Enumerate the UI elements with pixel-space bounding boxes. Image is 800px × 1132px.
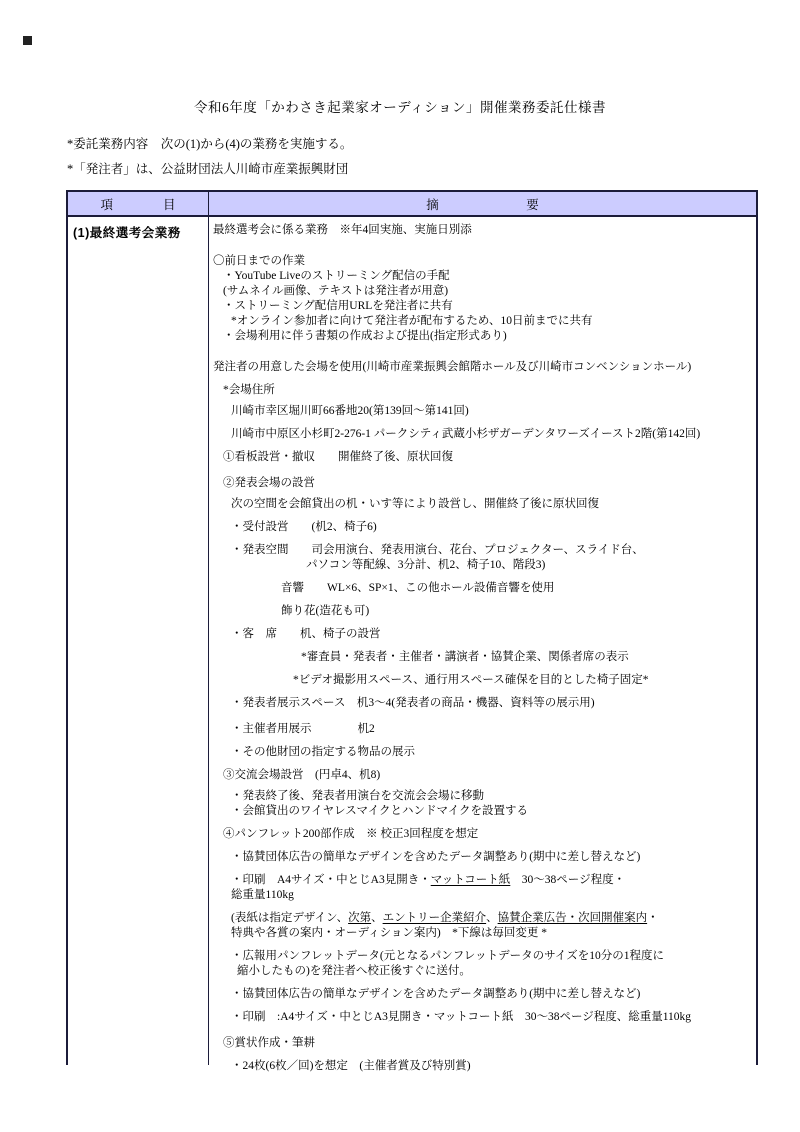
spec-line: ・主催者用展示 机2 — [231, 723, 375, 735]
spec-line: ⑤賞状作成・筆耕 — [223, 1037, 315, 1049]
spec-line: ・受付設営 (机2、椅子6) — [231, 521, 377, 533]
spec-line: ②発表会場の設営 — [223, 477, 315, 489]
spec-line: ・広報用パンフレットデータ(元となるパンフレットデータのサイズを10分の1程度に — [231, 950, 665, 962]
spec-line: 最終選考会に係る業務 ※年4回実施、実施日別添 — [213, 224, 472, 236]
spec-line: ・YouTube Liveのストリーミング配信の手配 — [223, 270, 450, 282]
spec-line: *審査員・発表者・主催者・講演者・協賛企業、関係者席の表示 — [301, 651, 629, 663]
spec-line: *ビデオ撮影用スペース、通行用スペース確保を目的とした椅子固定* — [293, 674, 649, 686]
spec-line: 音響 WL×6、SP×1、この他ホール設備音響を使用 — [281, 582, 555, 594]
doc-notes — [67, 136, 352, 177]
spec-line: パソコン等配線、3分計、机2、椅子10、階段3) — [306, 559, 546, 571]
spec-line: 総重量110kg — [231, 889, 294, 901]
spec-line: ・協賛団体広告の簡単なデザインを含めたデータ調整あり(期中に差し替えなど) — [231, 851, 641, 863]
spec-line: 川崎市中原区小杉町2-276-1 パークシティ武蔵小杉ザガーデンタワーズイースト2階(第142回) — [231, 428, 701, 440]
note-commission-content: *委託業務内容 次の(1)から(4)の業務を実施する。 — [67, 137, 353, 151]
item-cell-label: (1)最終選考会業務 — [73, 226, 181, 240]
spec-table — [66, 190, 758, 1072]
spec-line: 特典や各賞の案内・オーディション案内) *下線は毎回変更 * — [231, 927, 548, 939]
item-cell — [68, 217, 209, 1065]
spec-line: ・印刷 A4サイズ・中とじA3見開き・マットコート紙 30〜38ページ程度・ — [231, 874, 626, 886]
note-orderer: *「発注者」は、公益財団法人川崎市産業振興財団 — [67, 162, 349, 176]
spec-line: 次の空間を会館貸出の机・いす等により設営し、開催終了後に原状回復 — [231, 498, 599, 510]
spec-line: ・発表者展示スペース 机3〜4(発表者の商品・機器、資料等の展示用) — [231, 697, 595, 709]
page-title: 令和6年度「かわさき起業家オーディション」開催業務委託仕様書 — [194, 100, 606, 115]
spec-line: ①看板設営・撤収 開催終了後、原状回復 — [223, 451, 453, 463]
spec-line: ④パンフレット200部作成 ※ 校正3回程度を想定 — [223, 828, 479, 840]
spec-line: *会場住所 — [223, 384, 275, 396]
summary-cell — [209, 217, 756, 1072]
spec-line: ・ストリーミング配信用URLを発注者に共有 — [223, 300, 453, 312]
spec-line: 発注者の用意した会場を使用(川崎市産業振興会館階ホール及び川崎市コンベンションホール) — [213, 361, 692, 373]
col-header-item: 項 目 — [68, 192, 209, 215]
spec-line: ・会場利用に伴う書類の作成および提出(指定形式あり) — [223, 330, 507, 342]
spec-line: ・その他財団の指定する物品の展示 — [231, 746, 415, 758]
spec-line: ・会館貸出のワイヤレスマイクとハンドマイクを設置する — [231, 805, 529, 817]
spec-line: ・印刷 :A4サイズ・中とじA3見開き・マットコート紙 30〜38ページ程度、総重量110kg — [231, 1011, 692, 1023]
spec-line: 飾り花(造花も可) — [281, 605, 370, 617]
scan-corner-mark — [23, 36, 32, 45]
spec-line: *オンライン参加者に向けて発注者が配布するため、10日前までに共有 — [231, 315, 593, 327]
spec-line: ・発表空間 司会用演台、発表用演台、花台、プロジェクター、スライド台、 — [231, 544, 644, 556]
spec-table-body-row — [68, 217, 756, 1072]
spec-line: (表紙は指定デザイン、次第、エントリー企業紹介、協賛企業広告・次回開催案内・ — [231, 912, 659, 924]
spec-line: ・24枚(6枚／回)を想定 (主催者賞及び特別賞) — [231, 1060, 471, 1072]
col-header-summary: 摘 要 — [426, 197, 539, 212]
spec-line: ③交流会場設営 (円卓4、机8) — [223, 769, 381, 781]
spec-line: 縮小したもの)を発注者へ校正後すぐに送付。 — [237, 965, 471, 977]
spec-line: ・協賛団体広告の簡単なデザインを含めたデータ調整あり(期中に差し替えなど) — [231, 988, 641, 1000]
spec-line: ・発表終了後、発表者用演台を交流会会場に移動 — [231, 790, 484, 802]
spec-line: ・客 席 机、椅子の設営 — [231, 628, 381, 640]
spec-line: (サムネイル画像、テキストは発注者が用意) — [223, 285, 449, 297]
spec-table-header-row — [68, 192, 756, 217]
spec-line: 〇前日までの作業 — [213, 255, 305, 267]
spec-line: 川崎市幸区堀川町66番地20(第139回〜第141回) — [231, 405, 469, 417]
